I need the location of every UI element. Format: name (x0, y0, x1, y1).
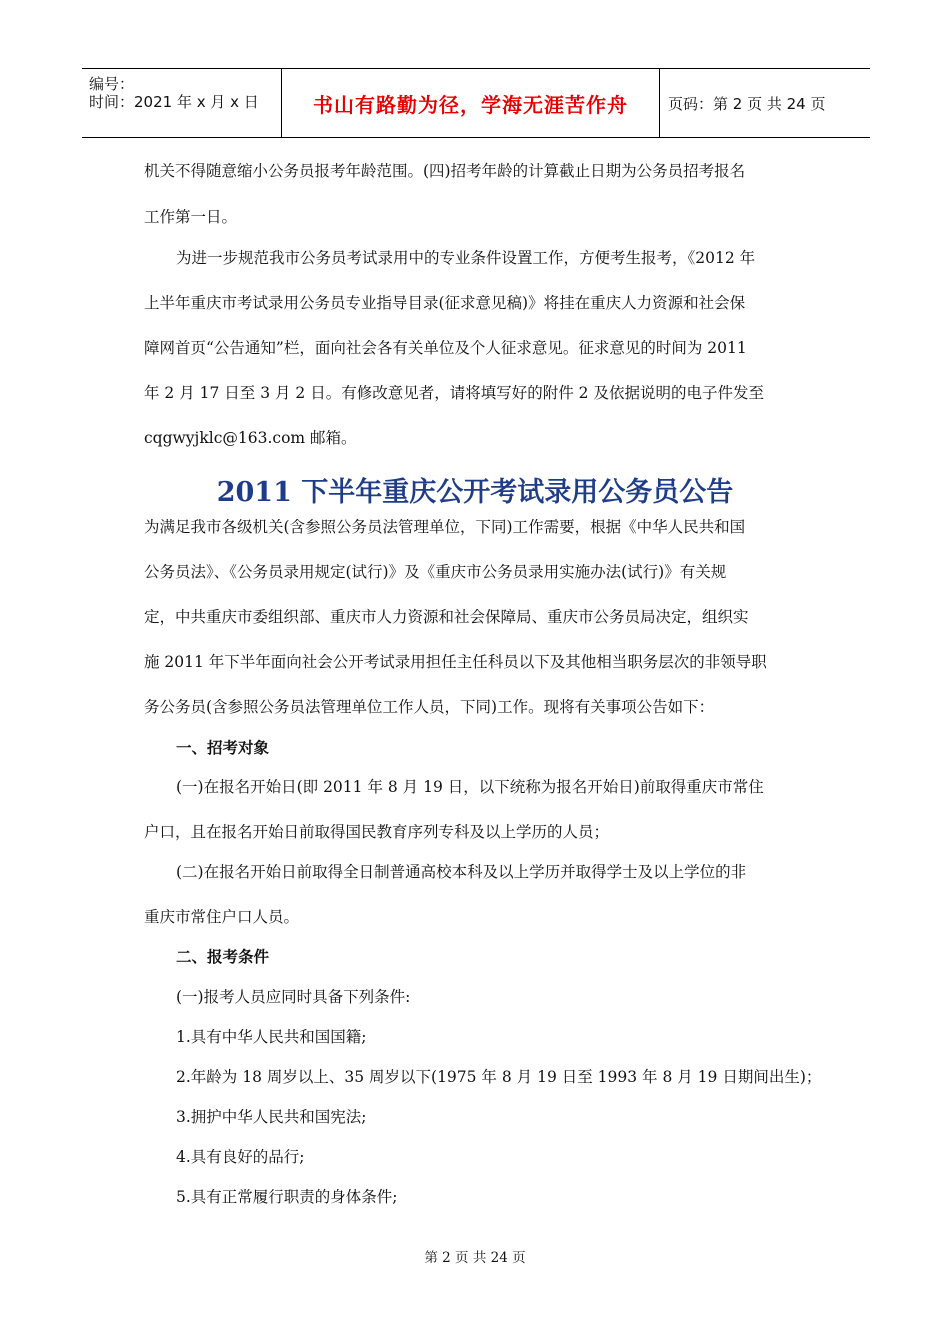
header-table (82, 68, 870, 138)
body-line: cqgwyjklc@163.com 邮箱。 (144, 429, 357, 447)
body-line: 1.具有中华人民共和国国籍; (176, 1028, 367, 1046)
body-line: 重庆市常住户口人员。 (144, 908, 300, 926)
body-line: 户口，且在报名开始日前取得国民教育序列专科及以上学历的人员； (144, 823, 610, 841)
section-heading: 二、报考条件 (176, 948, 270, 966)
time-label: 时间：2021 年 x 月 x 日 (89, 93, 259, 111)
header-left-cell (82, 69, 282, 137)
body-line: 5.具有正常履行职责的身体条件; (176, 1188, 398, 1206)
page-footer: 第 2 页 共 24 页 (424, 1250, 526, 1266)
body-line: 公务员法》、《公务员录用规定(试行)》及《重庆市公务员录用实施办法(试行)》有关规 (144, 563, 727, 581)
header-page-cell (660, 69, 870, 137)
body-line: 施 2011 年下半年面向社会公开考试录用担任主任科员以下及其他相当职务层次的非领导职 (144, 653, 767, 671)
body-line: 为满足我市各级机关(含参照公务员法管理单位，下同)工作需要，根据《中华人民共和国 (144, 518, 746, 536)
body-line: 为进一步规范我市公务员考试录用中的专业条件设置工作，方便考生报考，《2012 年 (176, 249, 756, 267)
page-label: 页码：第 2 页 共 24 页 (668, 94, 826, 113)
page-title: 2011 下半年重庆公开考试录用公务员公告 (216, 477, 734, 508)
motto: 书山有路勤为径，学海无涯苦作舟 (313, 92, 628, 117)
body-line: (二)在报名开始日前取得全日制普通高校本科及以上学历并取得学士及以上学位的非 (176, 863, 747, 881)
body-line: 上半年重庆市考试录用公务员专业指导目录(征求意见稿)》将挂在重庆人力资源和社会保 (144, 294, 746, 312)
body-line: 4.具有良好的品行; (176, 1148, 305, 1166)
body-line: 定，中共重庆市委组织部、重庆市人力资源和社会保障局、重庆市公务员局决定，组织实 (144, 608, 749, 626)
body-line: 3.拥护中华人民共和国宪法; (176, 1108, 367, 1126)
body-line: 障网首页“公告通知”栏，面向社会各有关单位及个人征求意见。征求意见的时间为 2011 (144, 339, 747, 357)
body-line: 工作第一日。 (144, 208, 238, 226)
body-line: 机关不得随意缩小公务员报考年龄范围。(四)招考年龄的计算截止日期为公务员招考报名 (144, 162, 746, 180)
body-line: 年 2 月 17 日至 3 月 2 日。有修改意见者，请将填写好的附件 2 及依据说明的电子件发至 (144, 384, 764, 402)
code-label: 编号： (89, 75, 135, 93)
body-line: (一)在报名开始日(即 2011 年 8 月 19 日，以下统称为报名开始日)前取得重庆市常住 (176, 778, 764, 796)
section-heading: 一、招考对象 (176, 739, 270, 757)
body-line: (一)报考人员应同时具备下列条件: (176, 988, 411, 1006)
body-line: 务公务员(含参照公务员法管理单位工作人员，下同)工作。现将有关事项公告如下： (144, 698, 715, 716)
header-motto-cell (282, 69, 660, 137)
body-line: 2.年龄为 18 周岁以上、35 周岁以下(1975 年 8 月 19 日至 1993 年 8 月 19 日期间出生)； (176, 1068, 822, 1086)
